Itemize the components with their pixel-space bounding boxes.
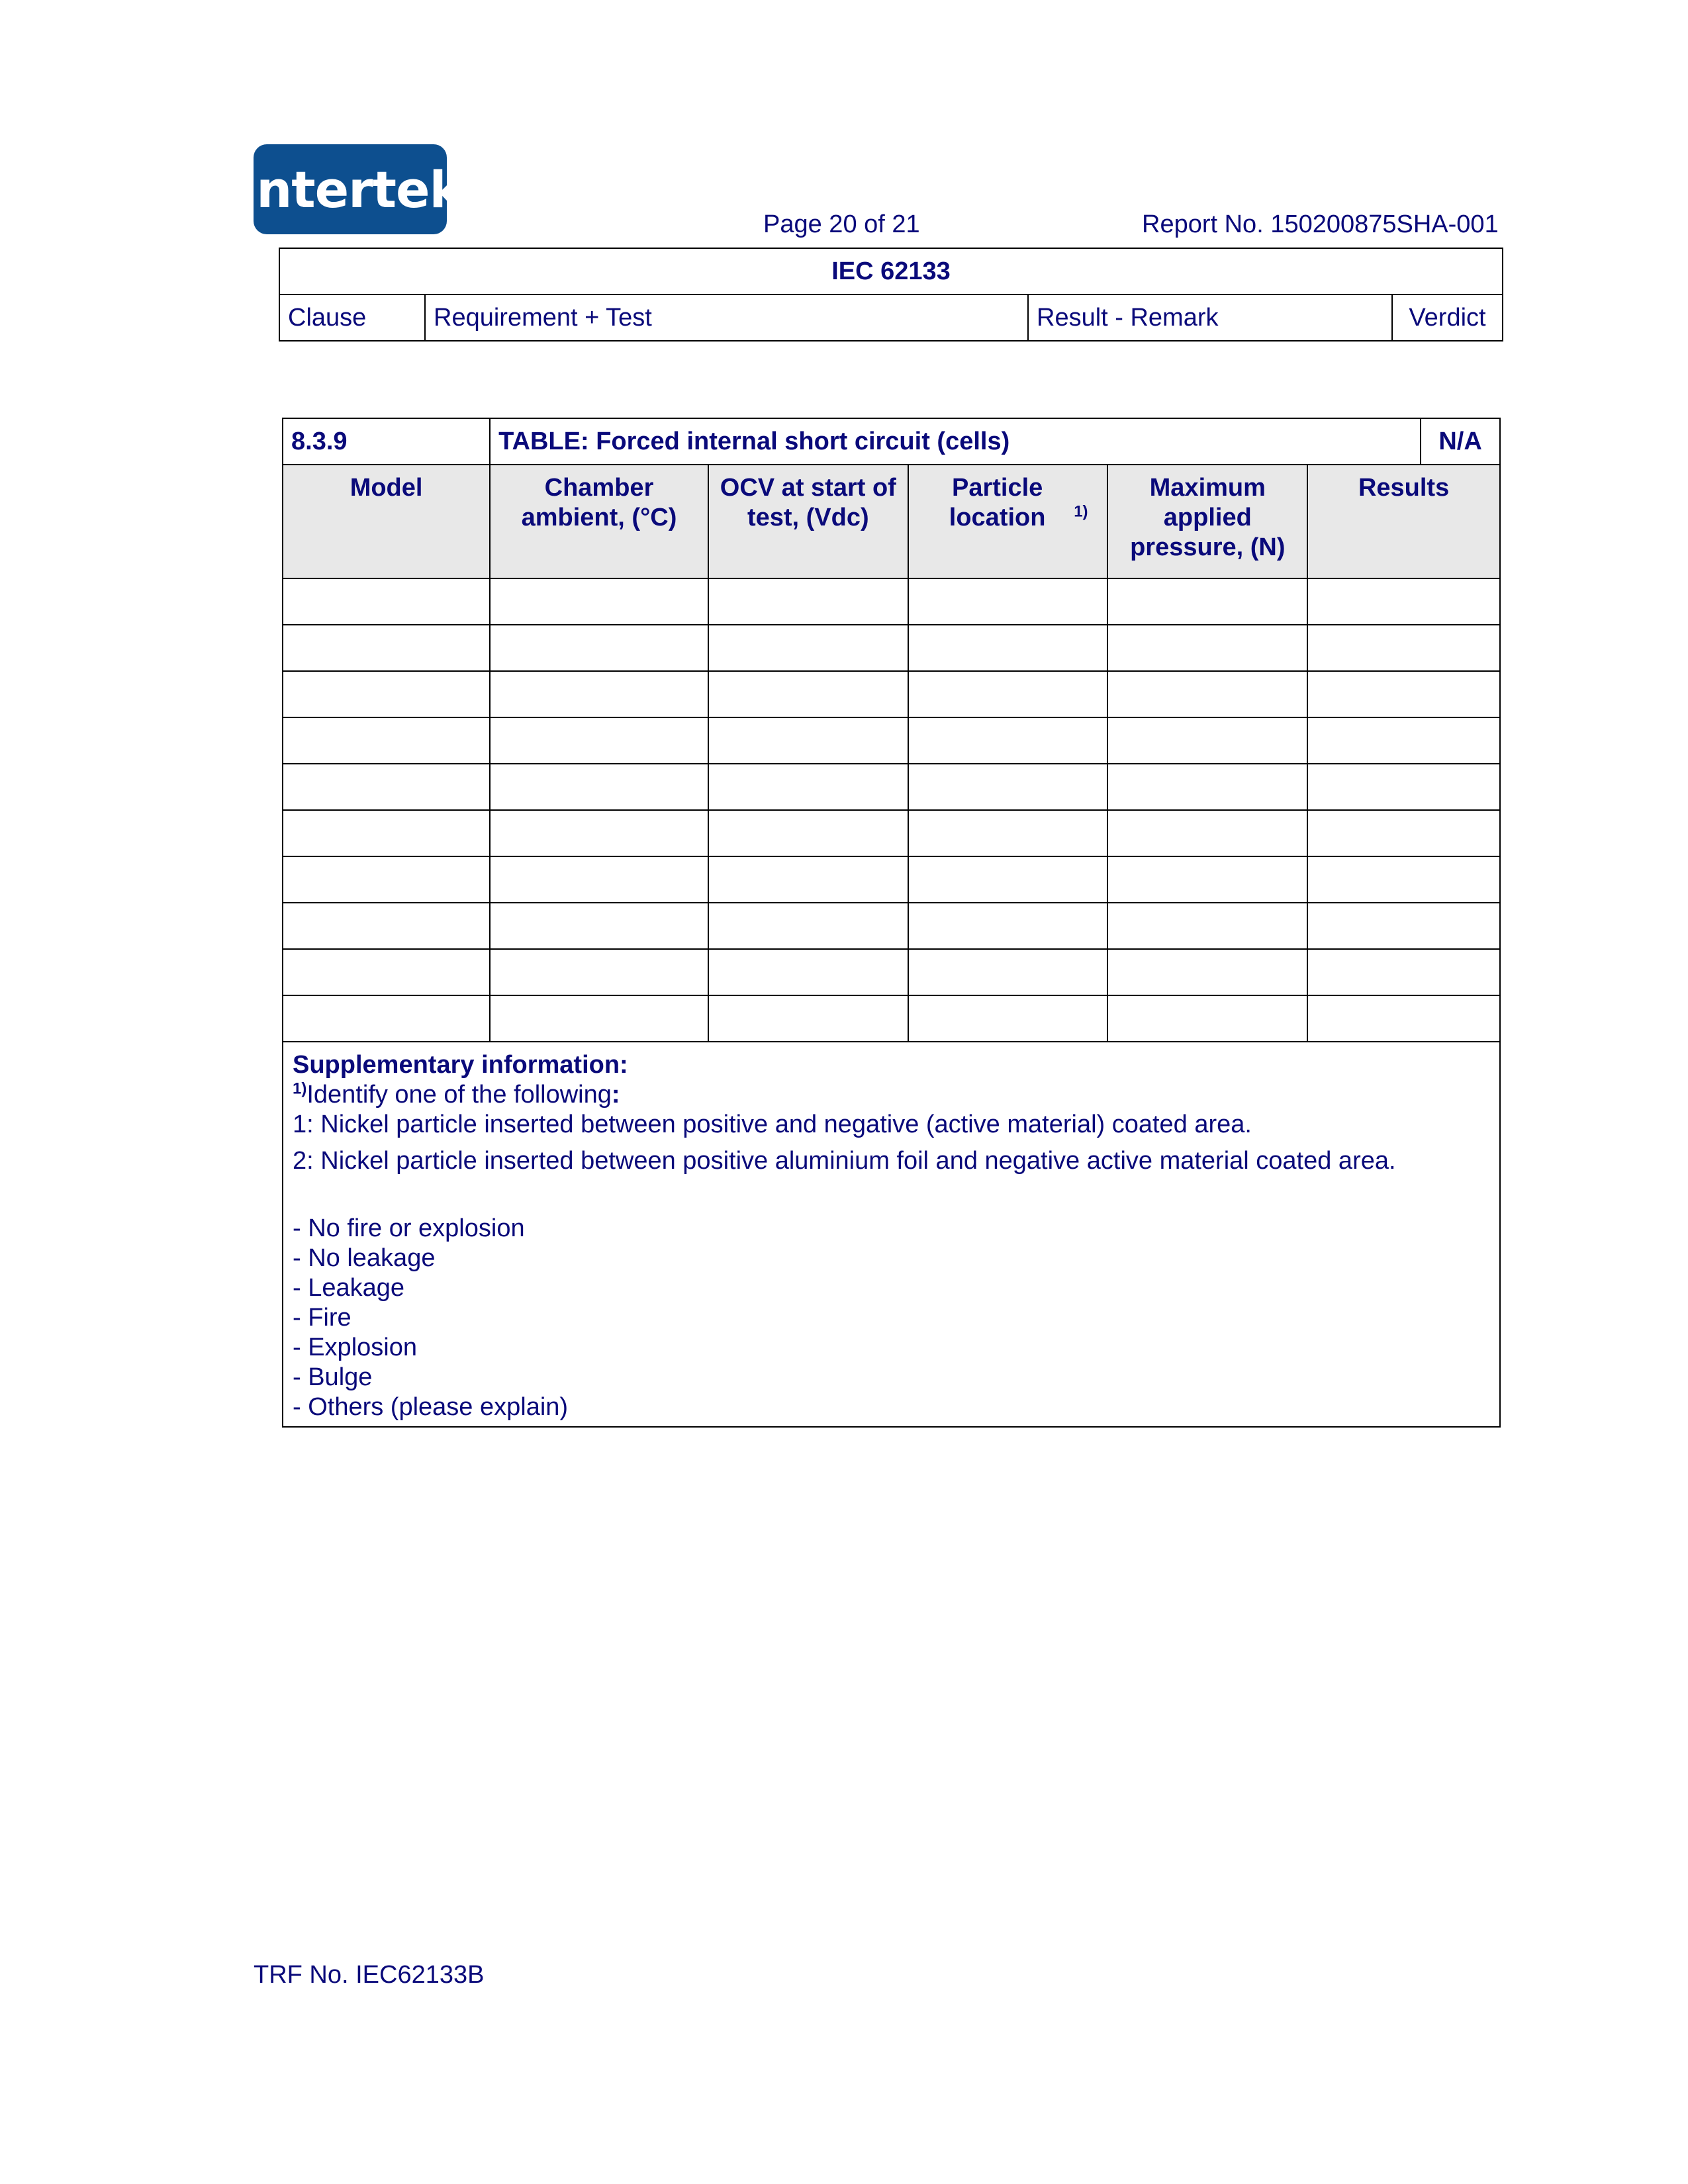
table-title: TABLE: Forced internal short circuit (cells) (490, 418, 1307, 465)
column-header-results: Results (1307, 465, 1500, 578)
result-option: - Leakage (293, 1274, 405, 1302)
table-clause: 8.3.9 (283, 418, 490, 465)
table-cell (908, 949, 1108, 995)
table-cell (490, 764, 708, 810)
table-cell (708, 578, 908, 625)
table-cell (1107, 717, 1307, 764)
table-cell (283, 717, 490, 764)
table-row (283, 717, 1500, 764)
table-row (283, 671, 1500, 717)
table-cell (908, 625, 1108, 671)
table-row (283, 810, 1500, 856)
table-cell (490, 856, 708, 903)
table-row (283, 903, 1500, 949)
intertek-logo: Intertek (254, 144, 447, 234)
option-1: 1: Nickel particle inserted between positive and negative (active material) coated area. (293, 1111, 1252, 1138)
table-cell (283, 625, 490, 671)
col-verdict: Verdict (1392, 295, 1503, 341)
col-result-remark: Result - Remark (1028, 295, 1392, 341)
table-cell (708, 810, 908, 856)
table-cell (1307, 810, 1500, 856)
supplementary-info (283, 1042, 1500, 1427)
table-row (283, 625, 1500, 671)
result-option: - No leakage (293, 1244, 436, 1272)
column-header-ocv: OCV at start of test, (Vdc) (708, 465, 908, 578)
trf-number: TRF No. IEC62133B (254, 1961, 485, 1989)
table-cell (1107, 995, 1307, 1042)
table-cell (1307, 625, 1500, 671)
table-cell (490, 903, 708, 949)
table-cell (283, 949, 490, 995)
table-cell (490, 810, 708, 856)
table-cell (283, 578, 490, 625)
table-cell (490, 995, 708, 1042)
table-cell (283, 903, 490, 949)
table-cell (1107, 578, 1307, 625)
table-cell (1307, 949, 1500, 995)
table-verdict: N/A (1438, 428, 1482, 455)
table-cell (1307, 995, 1500, 1042)
column-header-chamber-ambient: Chamber ambient, (°C) (490, 465, 708, 578)
table-cell (283, 810, 490, 856)
table-cell (1107, 671, 1307, 717)
table-cell (908, 717, 1108, 764)
table-cell (283, 764, 490, 810)
supplementary-note: $^{1)}$Identify one of the following: (293, 1079, 620, 1109)
table-cell (708, 671, 908, 717)
table-cell (1307, 717, 1500, 764)
table-cell (1107, 949, 1307, 995)
table-cell (1107, 625, 1307, 671)
table-cell (490, 671, 708, 717)
table-cell (708, 717, 908, 764)
table-row (283, 949, 1500, 995)
standard-header-table (279, 248, 1503, 341)
table-cell (283, 995, 490, 1042)
table-cell (1107, 856, 1307, 903)
column-header-max-pressure: Maximum applied pressure, (N) (1107, 465, 1307, 578)
table-row (283, 578, 1500, 625)
table-body (283, 578, 1500, 1042)
table-cell (908, 903, 1108, 949)
table-cell (1107, 903, 1307, 949)
page-number: Page 20 of 21 (763, 210, 920, 238)
supplementary-heading: Supplementary information: (293, 1051, 628, 1079)
table-cell (1307, 578, 1500, 625)
result-option: - Explosion (293, 1334, 417, 1361)
report-number: Report No. 150200875SHA-001 (1142, 210, 1499, 238)
table-cell (708, 764, 908, 810)
option-2: 2: Nickel particle inserted between positive aluminium foil and negative active material coated area. (293, 1147, 1396, 1175)
table-cell (283, 671, 490, 717)
table-cell (908, 856, 1108, 903)
table-cell (908, 578, 1108, 625)
result-option: - Fire (293, 1304, 352, 1332)
table-cell (908, 671, 1108, 717)
table-cell (708, 625, 908, 671)
result-option: - Bulge (293, 1363, 373, 1391)
result-option: - No fire or explosion (293, 1214, 525, 1242)
table-cell (1307, 764, 1500, 810)
table-row (283, 764, 1500, 810)
table-cell (1307, 671, 1500, 717)
table-cell (490, 717, 708, 764)
table-cell (908, 764, 1108, 810)
column-header-model: Model (283, 465, 490, 578)
table-cell (708, 949, 908, 995)
table-cell (490, 949, 708, 995)
result-option: - Others (please explain) (293, 1393, 569, 1421)
table-cell (908, 995, 1108, 1042)
forced-short-circuit-table (282, 418, 1501, 1428)
table-verdict-cell (1307, 418, 1500, 465)
table-cell (1307, 856, 1500, 903)
table-cell (708, 903, 908, 949)
col-requirement: Requirement + Test (425, 295, 1028, 341)
table-cell (490, 578, 708, 625)
table-cell (283, 856, 490, 903)
table-cell (1107, 810, 1307, 856)
table-row (283, 995, 1500, 1042)
table-cell (908, 810, 1108, 856)
table-cell (1307, 903, 1500, 949)
col-clause: Clause (279, 295, 425, 341)
standard-title: IEC 62133 (279, 248, 1503, 295)
table-cell (708, 856, 908, 903)
table-cell (708, 995, 908, 1042)
column-header-particle-location: Particle location $^{1)}$ (908, 465, 1108, 578)
table-cell (1107, 764, 1307, 810)
table-cell (490, 625, 708, 671)
table-row (283, 856, 1500, 903)
